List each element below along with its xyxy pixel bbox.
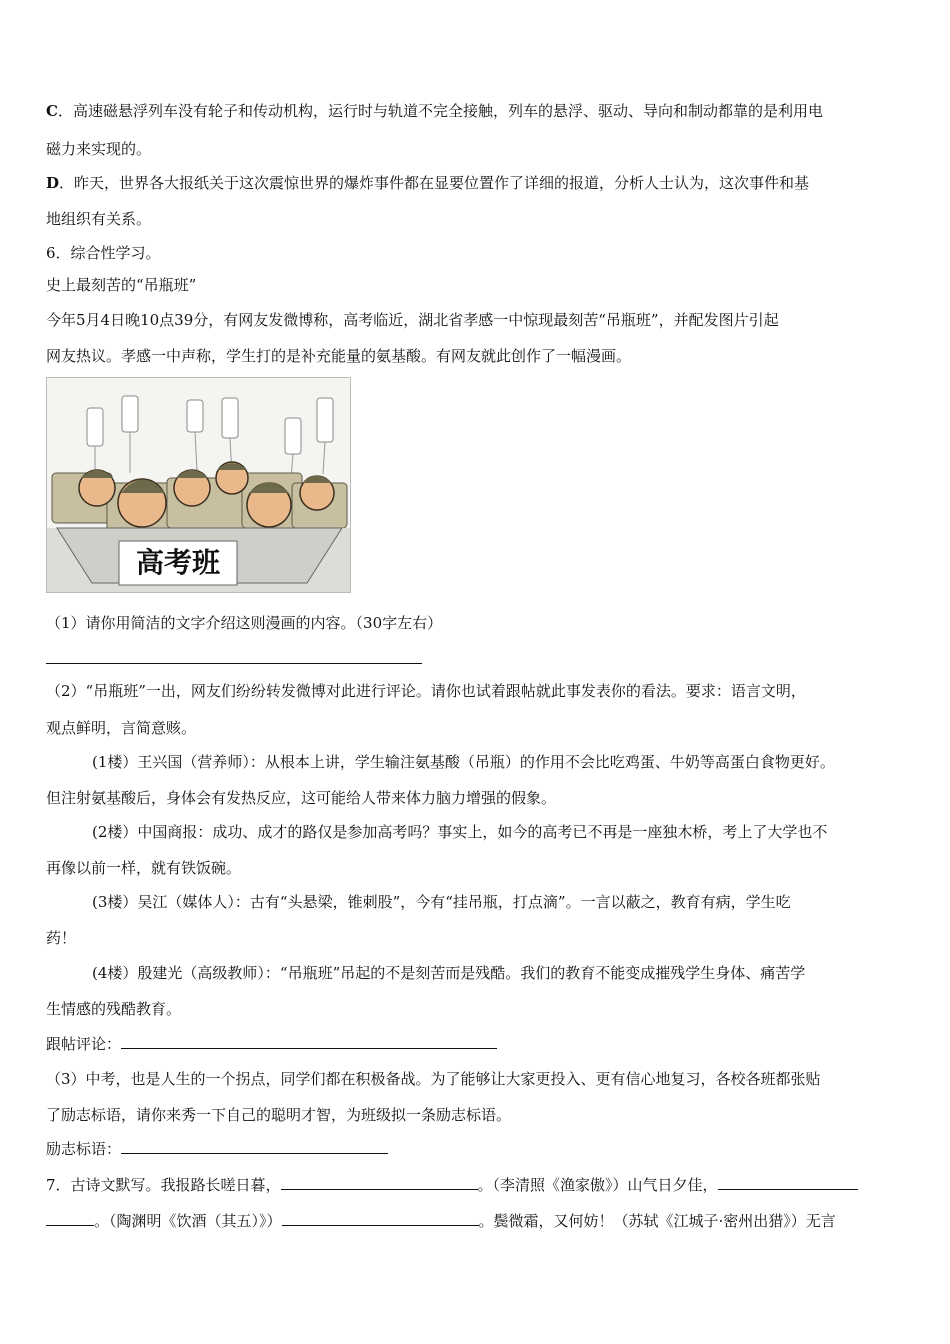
floor-3-line-1: (3楼）吴江（媒体人）：古有“头悬梁，锥刺股”，今有“挂吊瓶，打点滴”。一言以蔽之，教育有病，学生吃 <box>92 893 791 911</box>
floor-1-line-2: 但注射氨基酸后，身体会有发热反应，这可能给人带来体力脑力增强的假象。 <box>46 789 557 807</box>
floor-4-line-2: 生情感的残酷教育。 <box>46 1000 182 1018</box>
sub-question-2-line-1: （2）“吊瓶班”一出，网友们纷纷转发微博对此进行评论。请你也试着跟帖就此事发表你的看法。要求：语言文明， <box>46 682 806 700</box>
reply-comment-row <box>46 1033 497 1055</box>
option-c-line-2: 磁力来实现的。 <box>46 140 152 158</box>
option-d-line-1: D．昨天，世界各大报纸关于这次震惊世界的爆炸事件都在显要位置作了详细的报道，分析人士认为，这次事件和基 <box>46 174 810 192</box>
poem-blank-1[interactable] <box>281 1175 478 1190</box>
question-6-heading: 6．综合性学习。 <box>46 244 161 262</box>
answer-line-1 <box>46 663 422 664</box>
floor-3-line-2: 药！ <box>46 929 77 947</box>
reply-comment-label: 跟帖评论： <box>46 1035 122 1053</box>
option-c-line-1: C．高速磁悬浮列车没有轮子和传动机构，运行时与轨道不完全接触，列车的悬浮、驱动、导向和制动都靠的是利用电 <box>46 102 823 120</box>
poem-blank-2-continued[interactable] <box>46 1211 94 1226</box>
floor-4-line-1: (4楼）殷建光（高级教师）：“吊瓶班”吊起的不是刻苦而是残酷。我们的教育不能变成摧残学生身体、痛苦学 <box>92 964 806 982</box>
option-d-label: D <box>46 174 60 192</box>
cartoon-image <box>46 377 351 593</box>
question-6-intro-line-1: 今年5月4日晚10点39分，有网友发微博称，高考临近，湖北省孝感一中惊现最刻苦“吊瓶班”，并配发图片引起 <box>46 311 779 329</box>
slogan-row <box>46 1138 388 1160</box>
question-6-intro-line-2: 网友热议。孝感一中声称，学生打的是补充能量的氨基酸。有网友就此创作了一幅漫画。 <box>46 347 632 365</box>
sub-question-3-line-2: 了励志标语，请你来秀一下自己的聪明才智，为班级拟一条励志标语。 <box>46 1106 512 1124</box>
slogan-label: 励志标语： <box>46 1140 122 1158</box>
floor-2-line-1: (2楼）中国商报：成功、成才的路仅是参加高考吗？事实上，如今的高考已不再是一座独木桥，考上了大学也不 <box>92 823 828 841</box>
slogan-blank[interactable] <box>121 1139 388 1154</box>
floor-1-line-1: (1楼）王兴国（营养师）：从根本上讲，学生输注氨基酸（吊瓶）的作用不会比吃鸡蛋、牛奶等高蛋白食物更好。 <box>92 753 835 771</box>
poem-blank-2[interactable] <box>718 1175 858 1190</box>
question-7-line-2: 。（陶渊明《饮酒（其五）》） 。鬓微霜，又何妨！（苏轼《江城子·密州出猎》）无言 <box>46 1210 836 1232</box>
sub-question-1: （1）请你用简洁的文字介绍这则漫画的内容。（30字左右） <box>46 614 443 632</box>
option-d-line-2: 地组织有关系。 <box>46 210 152 228</box>
sub-question-3-line-1: （3）中考，也是人生的一个拐点，同学们都在积极备战。为了能够让大家更投入、更有信心地复习，各校各班都张贴 <box>46 1070 821 1088</box>
poem-blank-3[interactable] <box>282 1211 479 1226</box>
sub-question-2-line-2: 观点鲜明，言简意赅。 <box>46 719 197 737</box>
question-6-title: 史上最刻苦的“吊瓶班” <box>46 276 197 294</box>
cartoon-sign-text: 高考班 <box>135 546 220 579</box>
floor-2-line-2: 再像以前一样，就有铁饭碗。 <box>46 859 242 877</box>
option-c-label: C <box>46 102 58 120</box>
question-7-line-1: 7．古诗文默写。我报路长嗟日暮， 。（李清照《渔家傲》）山气日夕佳， <box>46 1174 858 1196</box>
reply-comment-blank[interactable] <box>121 1034 497 1049</box>
